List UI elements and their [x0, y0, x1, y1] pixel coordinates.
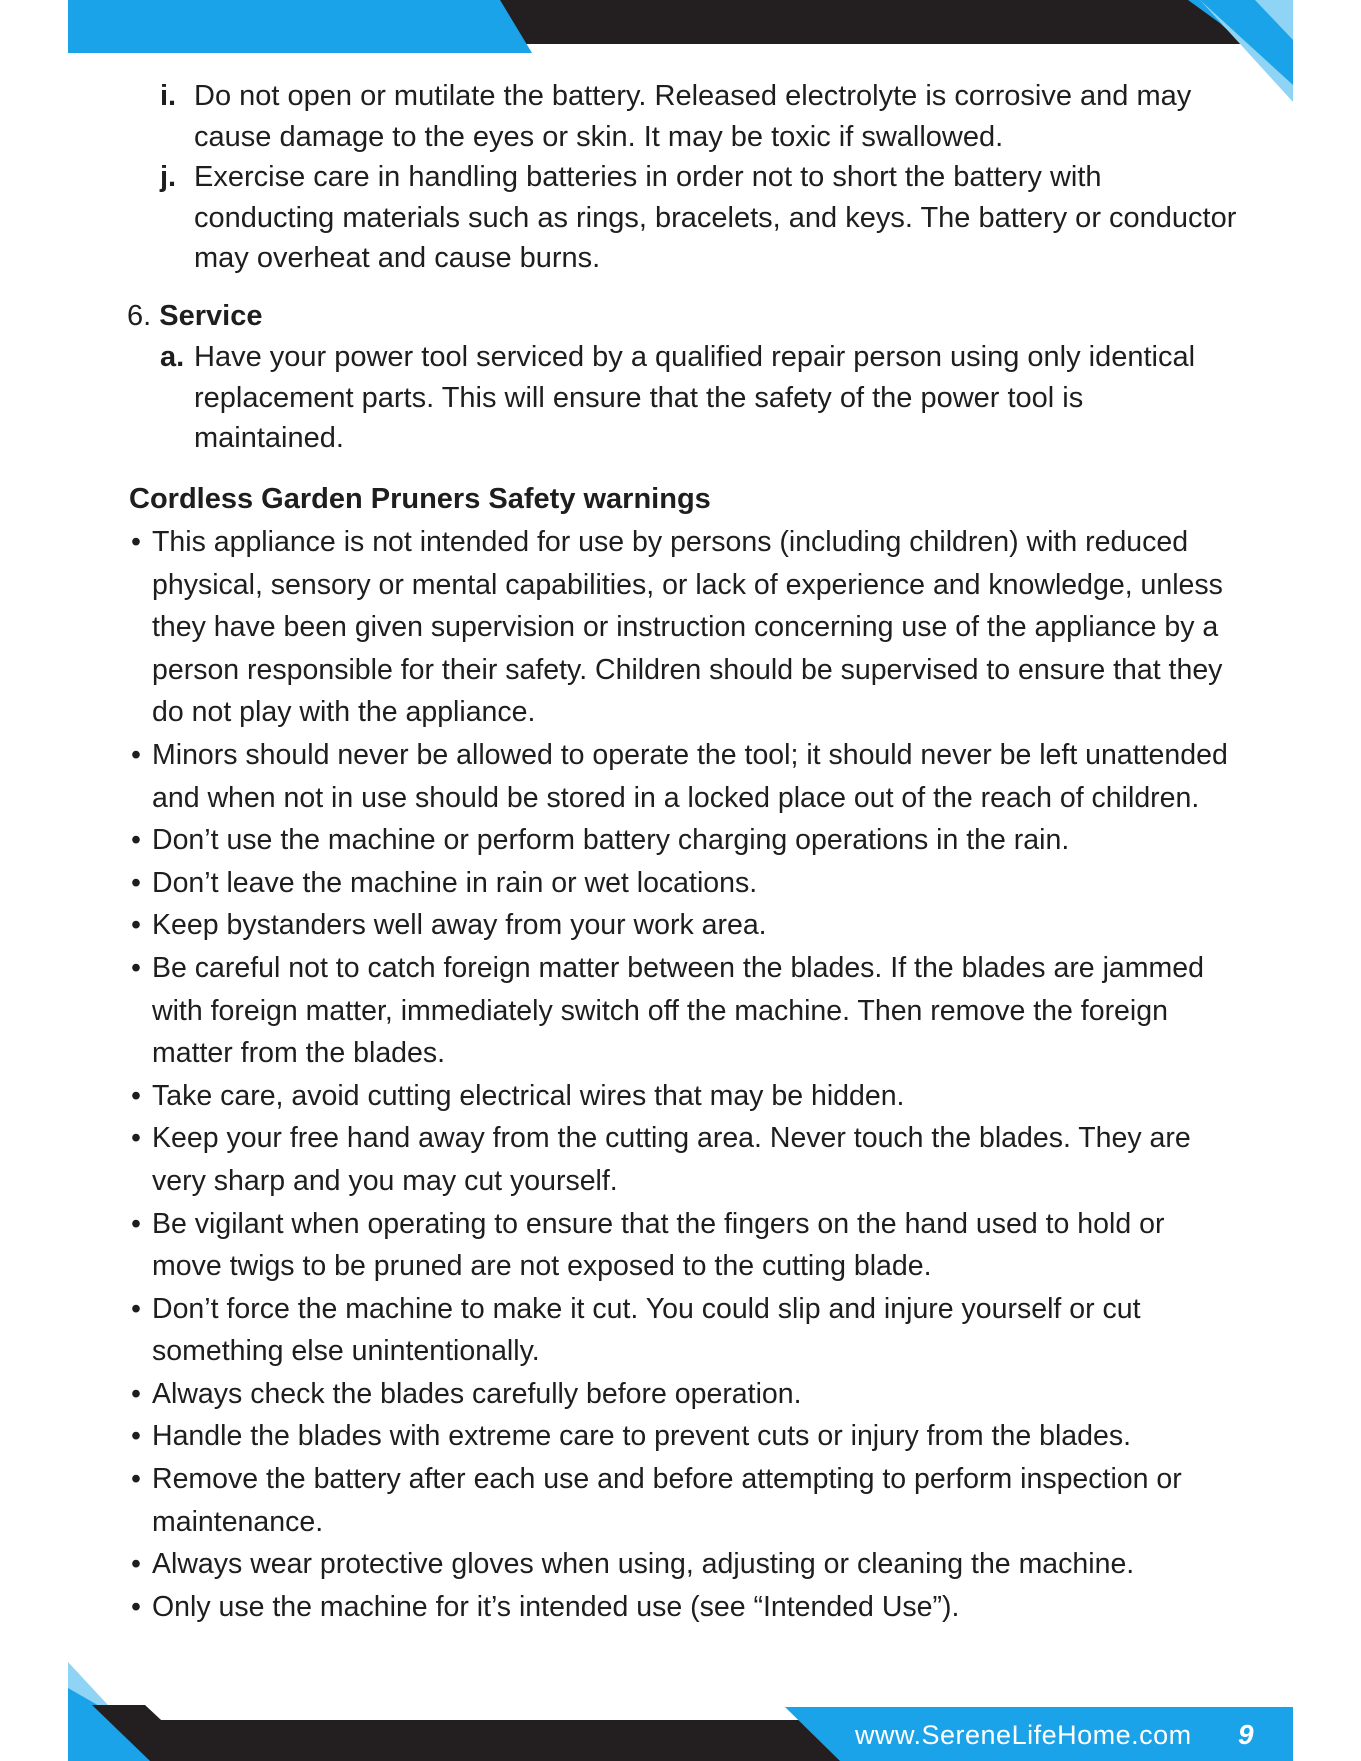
list-item: • Remove the battery after each use and before attempting to perform inspection or maintenance. [131, 1458, 1231, 1543]
list-item [160, 337, 1240, 459]
list-item: • Keep your free hand away from the cutting area. Never touch the blades. They are very sharp and you may cut yourself. [131, 1117, 1231, 1202]
bullet-icon: • [131, 526, 141, 558]
section-number: 6. [127, 300, 152, 332]
list-item: • Keep bystanders well away from your work area. [131, 904, 1231, 947]
item-marker: j. [160, 161, 177, 193]
warnings-title: Cordless Garden Pruners Safety warnings [129, 483, 711, 515]
item-text: Do not open or mutilate the battery. Released electrolyte is corrosive and may cause damage to the eyes or skin. It may be toxic if swallowed. [194, 80, 1192, 153]
section-title: Service [159, 300, 263, 332]
bullet-icon: • [131, 951, 141, 984]
list-item [160, 157, 1240, 279]
item-text: Exercise care in handling batteries in order not to short the battery with conducting materials such as rings, bracelets, and keys. The battery or conductor may overheat and cause burns. [194, 161, 1237, 274]
list-item: • Don’t use the machine or perform battery charging operations in the rain. [131, 819, 1231, 862]
list-item: • Don’t force the machine to make it cut. You could slip and injure yourself or cut something else unintentionally. [131, 1288, 1231, 1373]
page-number: 9 [1238, 1719, 1254, 1750]
bullet-icon: • [131, 824, 141, 857]
list-item: • Take care, avoid cutting electrical wires that may be hidden. [131, 1075, 1231, 1118]
bullet-icon: • [131, 1122, 141, 1155]
bullet-icon: • [131, 1207, 141, 1240]
item-text: Have your power tool serviced by a qualified repair person using only identical replacement parts. This will ensure that the safety of the power tool is maintained. [194, 341, 1196, 454]
list-item: • Handle the blades with extreme care to prevent cuts or injury from the blades. [131, 1415, 1231, 1458]
list-item: • This appliance is not intended for use by persons (including children) with reduced physical, sensory or mental capabilities, or lack of experience and knowledge, unless they have been given supervision or instruction concerning use of the appliance by a person responsible for their safety. Children should be supervised to ensure that they do not play with the appliance. [131, 521, 1231, 734]
item-marker: a. [160, 341, 185, 373]
bullet-icon: • [131, 1292, 141, 1325]
bullet-icon: • [131, 1463, 141, 1496]
list-item: • Be vigilant when operating to ensure that the fingers on the hand used to hold or move twigs to be pruned are not exposed to the cutting blade. [131, 1203, 1231, 1288]
list-item: • Minors should never be allowed to operate the tool; it should never be left unattended and when not in use should be stored in a locked place out of the reach of children. [131, 734, 1231, 819]
list-item: • Only use the machine for it’s intended use (see “Intended Use”). [131, 1586, 1231, 1629]
bullet-icon: • [131, 1420, 141, 1453]
list-item: • Always wear protective gloves when using, adjusting or cleaning the machine. [131, 1543, 1231, 1586]
list-item: • Don’t leave the machine in rain or wet locations. [131, 862, 1231, 905]
item-marker: i. [160, 80, 177, 112]
bullet-icon: • [131, 1377, 141, 1410]
bullet-icon: • [131, 1079, 141, 1112]
bullet-icon: • [131, 1590, 141, 1623]
bullet-icon: • [131, 866, 141, 899]
list-item: • Be careful not to catch foreign matter between the blades. If the blades are jammed with foreign matter, immediately switch off the machine. Then remove the foreign matter from the blades. [131, 947, 1231, 1075]
footer-url[interactable]: www.SereneLifeHome.com [855, 1720, 1192, 1750]
bullet-icon: • [131, 1548, 141, 1581]
list-item: • Always check the blades carefully before operation. [131, 1373, 1231, 1416]
section-heading [127, 296, 262, 336]
list-item [160, 76, 1240, 157]
bullet-icon: • [131, 738, 141, 771]
warnings-list [131, 521, 1231, 1628]
bullet-icon: • [131, 909, 141, 942]
